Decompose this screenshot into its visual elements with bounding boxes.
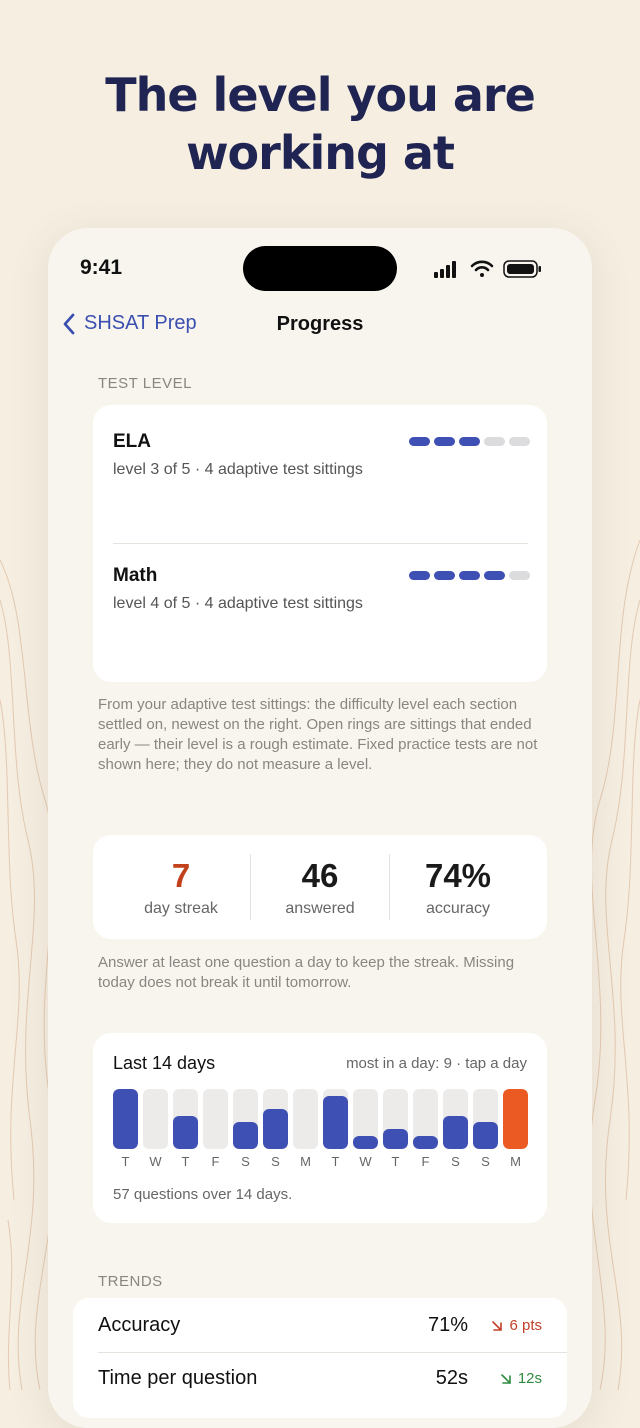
headline xyxy=(0,66,640,182)
trend-name: Time per question xyxy=(98,1367,258,1389)
subject-divider xyxy=(113,543,528,544)
day-label: S xyxy=(271,1154,280,1169)
level-pill-filled xyxy=(459,437,480,446)
headline-line2: working at xyxy=(186,126,454,180)
wifi-icon xyxy=(472,262,492,277)
day-bar[interactable] xyxy=(503,1089,528,1149)
test-level-note: From your adaptive test sittings: the difficulty level each section settled on, newest on the right. Open rings are sittings that ended early — their level is a rough estimate. Fixed practice tests are not shown here; they do not measure a level. xyxy=(98,696,538,773)
level-sparkline-ela xyxy=(113,491,528,521)
day-bar[interactable] xyxy=(293,1089,318,1149)
activity-title: Last 14 days xyxy=(113,1053,216,1073)
stat-answered-value: 46 xyxy=(301,857,339,894)
day-bar-fill xyxy=(503,1089,528,1149)
trend-name: Accuracy xyxy=(98,1314,181,1336)
day-label: M xyxy=(300,1154,311,1169)
day-label: S xyxy=(451,1154,460,1169)
level-pill-filled xyxy=(409,437,430,446)
day-bar[interactable] xyxy=(173,1089,198,1149)
day-bar-fill xyxy=(233,1122,258,1149)
day-bar[interactable] xyxy=(383,1089,408,1149)
subject-name-ela: ELA xyxy=(113,431,151,452)
arrow-down-right-icon xyxy=(491,1320,503,1332)
activity-footer: 57 questions over 14 days. xyxy=(113,1186,293,1203)
stat-streak-value: 7 xyxy=(171,857,191,894)
day-bar[interactable] xyxy=(413,1089,438,1149)
level-pill-filled xyxy=(409,571,430,580)
status-icons xyxy=(432,258,544,280)
level-pill-empty xyxy=(509,437,530,446)
day-label: F xyxy=(211,1154,220,1169)
day-label: F xyxy=(421,1154,430,1169)
day-bar-fill xyxy=(323,1096,348,1149)
dynamic-island xyxy=(243,246,397,291)
day-bar[interactable] xyxy=(263,1089,288,1149)
trend-row-accuracy[interactable] xyxy=(98,1314,542,1344)
day-bar[interactable] xyxy=(353,1089,378,1149)
trend-value: 71% xyxy=(427,1314,468,1336)
stat-streak xyxy=(111,858,251,918)
battery-icon xyxy=(504,261,541,277)
day-label: T xyxy=(391,1154,400,1169)
day-bar[interactable] xyxy=(443,1089,468,1149)
day-label: W xyxy=(359,1154,372,1169)
day-bar[interactable] xyxy=(203,1089,228,1149)
day-label: W xyxy=(149,1154,162,1169)
day-bar-fill xyxy=(443,1116,468,1149)
day-label: T xyxy=(181,1154,190,1169)
day-bar[interactable] xyxy=(473,1089,498,1149)
stat-accuracy-value: 74% xyxy=(424,857,492,894)
trend-delta xyxy=(491,1317,542,1334)
streak-note: Answer at least one question a day to keep the streak. Missing today does not break it until tomorrow. xyxy=(98,954,515,991)
status-time: 9:41 xyxy=(80,256,123,279)
day-bar-fill xyxy=(383,1129,408,1149)
trend-value: 52s xyxy=(435,1367,468,1389)
page-title: Progress xyxy=(276,313,364,335)
stat-accuracy-label: accuracy xyxy=(425,900,491,917)
subject-subtitle-math: level 4 of 5 · 4 adaptive test sittings xyxy=(113,595,363,612)
day-bar-fill xyxy=(113,1089,138,1149)
level-sparkline-math xyxy=(113,617,528,647)
subject-subtitle-ela: level 3 of 5 · 4 adaptive test sittings xyxy=(113,461,363,478)
day-bar-fill xyxy=(353,1136,378,1149)
trend-delta-text: 6 pts xyxy=(509,1317,542,1334)
day-label: S xyxy=(241,1154,250,1169)
back-label: SHSAT Prep xyxy=(84,312,197,334)
day-bar[interactable] xyxy=(143,1089,168,1149)
trend-delta xyxy=(500,1370,542,1387)
day-bar-fill xyxy=(173,1116,198,1149)
trends-section-label: TRENDS xyxy=(98,1273,163,1290)
day-label: T xyxy=(331,1154,340,1169)
headline-line1: The level you are xyxy=(105,68,535,122)
trend-row-time-per-question[interactable] xyxy=(98,1367,542,1397)
stat-streak-label: day streak xyxy=(144,900,218,917)
signal-icon xyxy=(434,261,456,278)
day-bar-fill xyxy=(473,1122,498,1149)
level-pill-filled xyxy=(459,571,480,580)
day-bar-fill xyxy=(263,1109,288,1149)
level-pill-empty xyxy=(484,437,505,446)
day-label: T xyxy=(121,1154,130,1169)
trend-separator xyxy=(98,1352,567,1353)
level-pills-ela xyxy=(409,437,530,446)
test-level-section-label: TEST LEVEL xyxy=(98,375,192,392)
activity-meta: most in a day: 9 · tap a day xyxy=(346,1055,527,1072)
day-bar[interactable] xyxy=(233,1089,258,1149)
stat-answered xyxy=(250,858,390,918)
level-pills-math xyxy=(409,571,530,580)
day-bar-fill xyxy=(413,1136,438,1149)
day-label: S xyxy=(481,1154,490,1169)
level-pill-filled xyxy=(484,571,505,580)
level-pill-filled xyxy=(434,437,455,446)
level-pill-empty xyxy=(509,571,530,580)
arrow-down-right-icon xyxy=(500,1373,512,1385)
day-label: M xyxy=(510,1154,521,1169)
stat-answered-label: answered xyxy=(285,900,355,917)
stat-accuracy xyxy=(388,858,528,918)
day-bar[interactable] xyxy=(113,1089,138,1149)
day-bar[interactable] xyxy=(323,1089,348,1149)
level-pill-filled xyxy=(434,571,455,580)
subject-name-math: Math xyxy=(113,565,158,586)
trend-delta-text: 12s xyxy=(517,1370,542,1387)
